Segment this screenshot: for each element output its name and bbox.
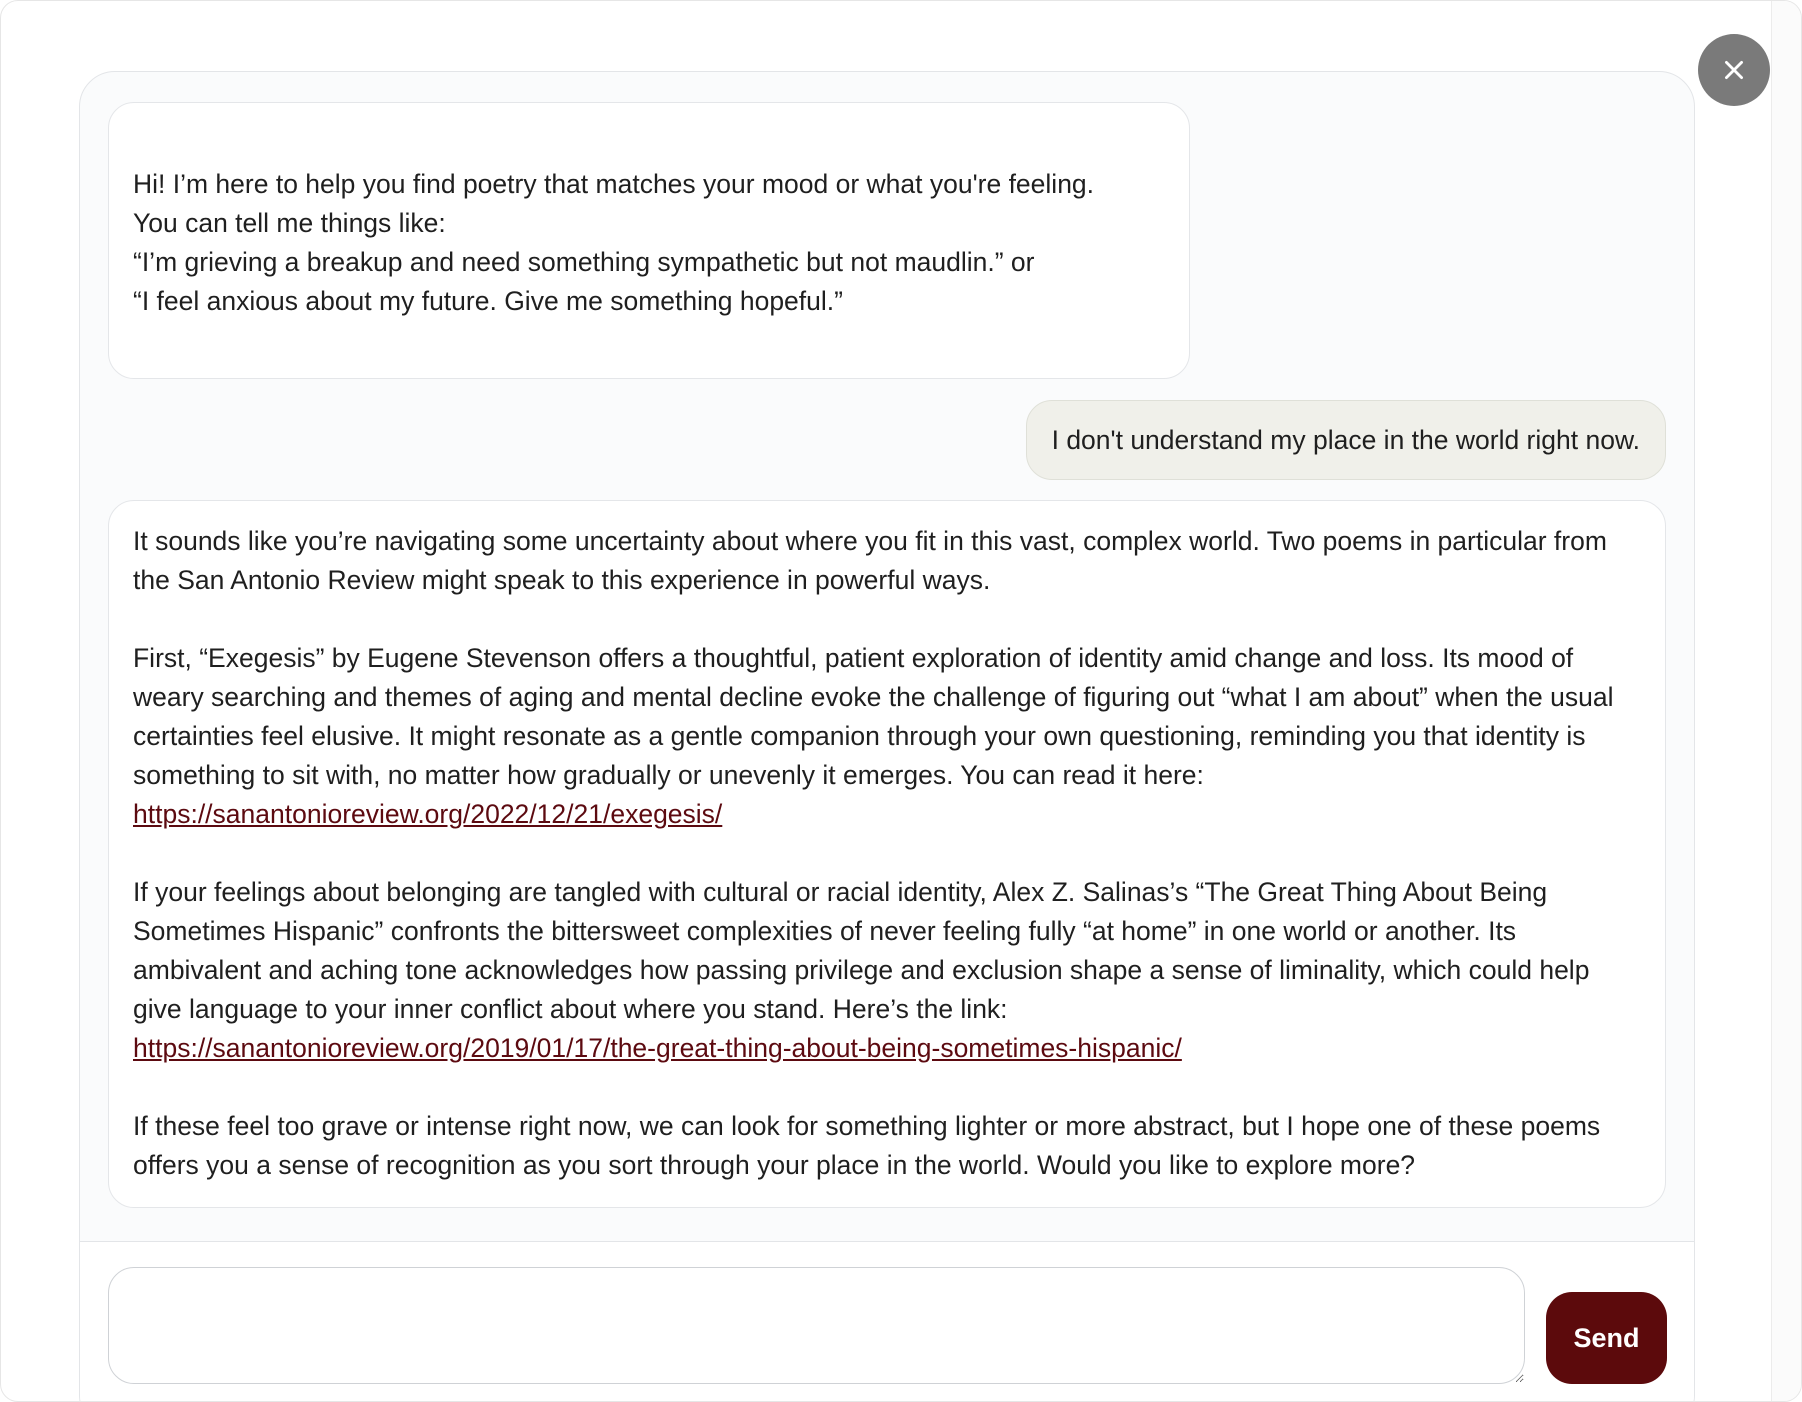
user-message-row — [108, 400, 1666, 480]
intro-line: “I’m grieving a breakup and need something sympathetic but not maudlin.” or — [133, 247, 1035, 277]
assistant-reply-message — [108, 500, 1666, 1208]
reply-paragraph-text: If your feelings about belonging are tangled with cultural or racial identity, Alex Z. Salinas’s “The Great Thing About Being Sometimes Hispanic” confronts the bittersweet complexities of never feeling fully “at home” in one world or another. Its ambivalent and aching tone acknowledges how passing privilege and exclusion shape a sense of liminality, which could help give language to your inner conflict about where you stand. Here’s the link: — [133, 877, 1590, 1024]
send-button[interactable]: Send — [1546, 1292, 1667, 1384]
assistant-intro-message — [108, 102, 1190, 379]
message-composer — [80, 1241, 1694, 1402]
reply-paragraph: It sounds like you’re navigating some uncertainty about where you fit in this vast, complex world. Two poems in particular from the San Antonio Review might speak to this experience in powerful ways. — [133, 526, 1607, 595]
intro-line: You can tell me things like: — [133, 208, 446, 238]
reply-paragraph — [133, 873, 1641, 1068]
close-icon — [1721, 57, 1747, 83]
message-list[interactable] — [80, 72, 1694, 1241]
paragraph-gap — [133, 834, 1641, 873]
exegesis-link[interactable]: https://sanantonioreview.org/2022/12/21/exegesis/ — [133, 799, 723, 829]
chat-panel — [79, 71, 1695, 1402]
reply-paragraph-text: First, “Exegesis” by Eugene Stevenson offers a thoughtful, patient exploration of identity amid change and loss. Its mood of weary searching and themes of aging and mental decline evoke the challenge of figuring out “what I am about” when the usual certainties feel elusive. It might resonate as a gentle companion through your own questioning, reminding you that identity is something to sit with, no matter how gradually or unevenly it emerges. You can read it here: — [133, 643, 1614, 790]
page-scrollbar[interactable] — [1771, 1, 1801, 1402]
reply-paragraph: If these feel too grave or intense right now, we can look for something lighter or more abstract, but I hope one of these poems offers you a sense of recognition as you sort through your place in the world. Would you like to explore more? — [133, 1111, 1601, 1180]
close-button[interactable] — [1698, 34, 1770, 106]
sometimes-hispanic-link[interactable]: https://sanantonioreview.org/2019/01/17/the-great-thing-about-being-sometimes-hispanic/ — [133, 1033, 1182, 1063]
user-message: I don't understand my place in the world right now. — [1026, 400, 1666, 480]
message-input[interactable] — [108, 1267, 1525, 1384]
intro-line: “I feel anxious about my future. Give me something hopeful.” — [133, 286, 843, 316]
paragraph-gap — [133, 1068, 1641, 1107]
reply-paragraph — [133, 639, 1641, 834]
intro-line: Hi! I’m here to help you find poetry that matches your mood or what you're feeling. — [133, 169, 1095, 199]
paragraph-gap — [133, 600, 1641, 639]
